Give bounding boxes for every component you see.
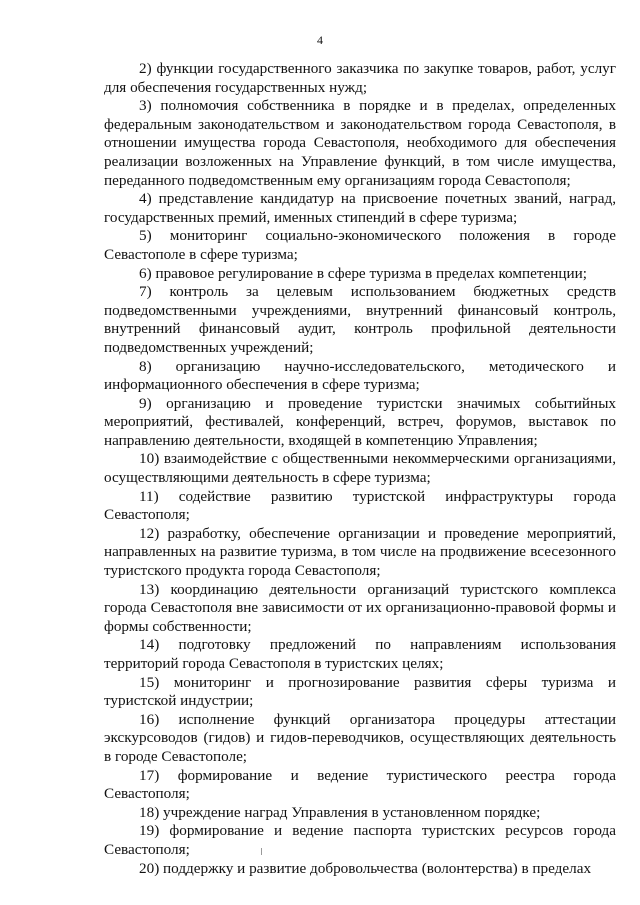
list-item: 7) контроль за целевым использованием бюджетных средств подведомственными учреждениями, внутренний финансовый контроль, внутренний финансовый аудит, контроль профильной деятельности подведомственных учреждений; xyxy=(104,283,616,356)
list-item: 11) содействие развитию туристской инфраструктуры города Севастополя; xyxy=(104,487,616,524)
list-item: 2) функции государственного заказчика по закупке товаров, работ, услуг для обеспечения государственных нужд; xyxy=(104,60,616,96)
list-item: 17) формирование и ведение туристического реестра города Севастополя; xyxy=(104,766,616,803)
list-item: 8) организацию научно-исследовательского, методического и информационного обеспечения в сфере туризма; xyxy=(104,357,616,394)
list-item: 6) правовое регулирование в сфере туризма в пределах компетенции; xyxy=(139,264,587,282)
list-item: 20) поддержку и развитие добровольчества (волонтерства) в пределах xyxy=(139,859,592,877)
list-item: 9) организацию и проведение туристски значимых событийных мероприятий, фестивалей, конференций, встреч, форумов, выставок по направлению деятельности, входящей в компетенцию Управления; xyxy=(104,394,616,449)
list-item: 18) учреждение наград Управления в установленном порядке; xyxy=(139,803,541,821)
list-item: 13) координацию деятельности организаций туристского комплекса города Севастополя вне зависимости от их организационно-правовой формы и формы собственности; xyxy=(104,580,616,635)
list-item: 12) разработку, обеспечение организации и проведение мероприятий, направленных на развитие туризма, в том числе на продвижение всесезонного туристского продукта города Севастополя; xyxy=(104,524,616,580)
list-item: 5) мониторинг социально-экономического положения в городе Севастополе в сфере туризма; xyxy=(104,227,616,263)
list-item: 14) подготовку предложений по направлениям использования территорий города Севастополя в туристских целях; xyxy=(104,636,616,672)
list-item: 16) исполнение функций организатора процедуры аттестации экскурсоводов (гидов) и гидов-переводчиков, осуществляющих деятельность в городе Севастополе; xyxy=(104,710,616,765)
list-item: 10) взаимодействие с общественными некоммерческими организациями, осуществляющими деятельность в сфере туризма; xyxy=(104,450,616,487)
list-item: 4) представление кандидатур на присвоение почетных званий, наград, государственных премий, именных стипендий в сфере туризма; xyxy=(104,190,616,226)
page-number: 4 xyxy=(317,33,323,47)
list-item: 15) мониторинг и прогнозирование развития сферы туризма и туристской индустрии; xyxy=(104,673,616,710)
list-item: 3) полномочия собственника в порядке и в пределах, определенных федеральным законодательством и законодательством города Севастополя, в отношении имущества города Севастополя, необходимого для обеспечения реализации возложенных на Управление функций, в том числе имущества, переданного подведомственным ему организациям города Севастополя; xyxy=(104,97,616,189)
list-item: 19) формирование и ведение паспорта туристских ресурсов города Севастополя; xyxy=(104,822,616,858)
document-body xyxy=(104,60,616,878)
scan-speck xyxy=(261,848,262,855)
